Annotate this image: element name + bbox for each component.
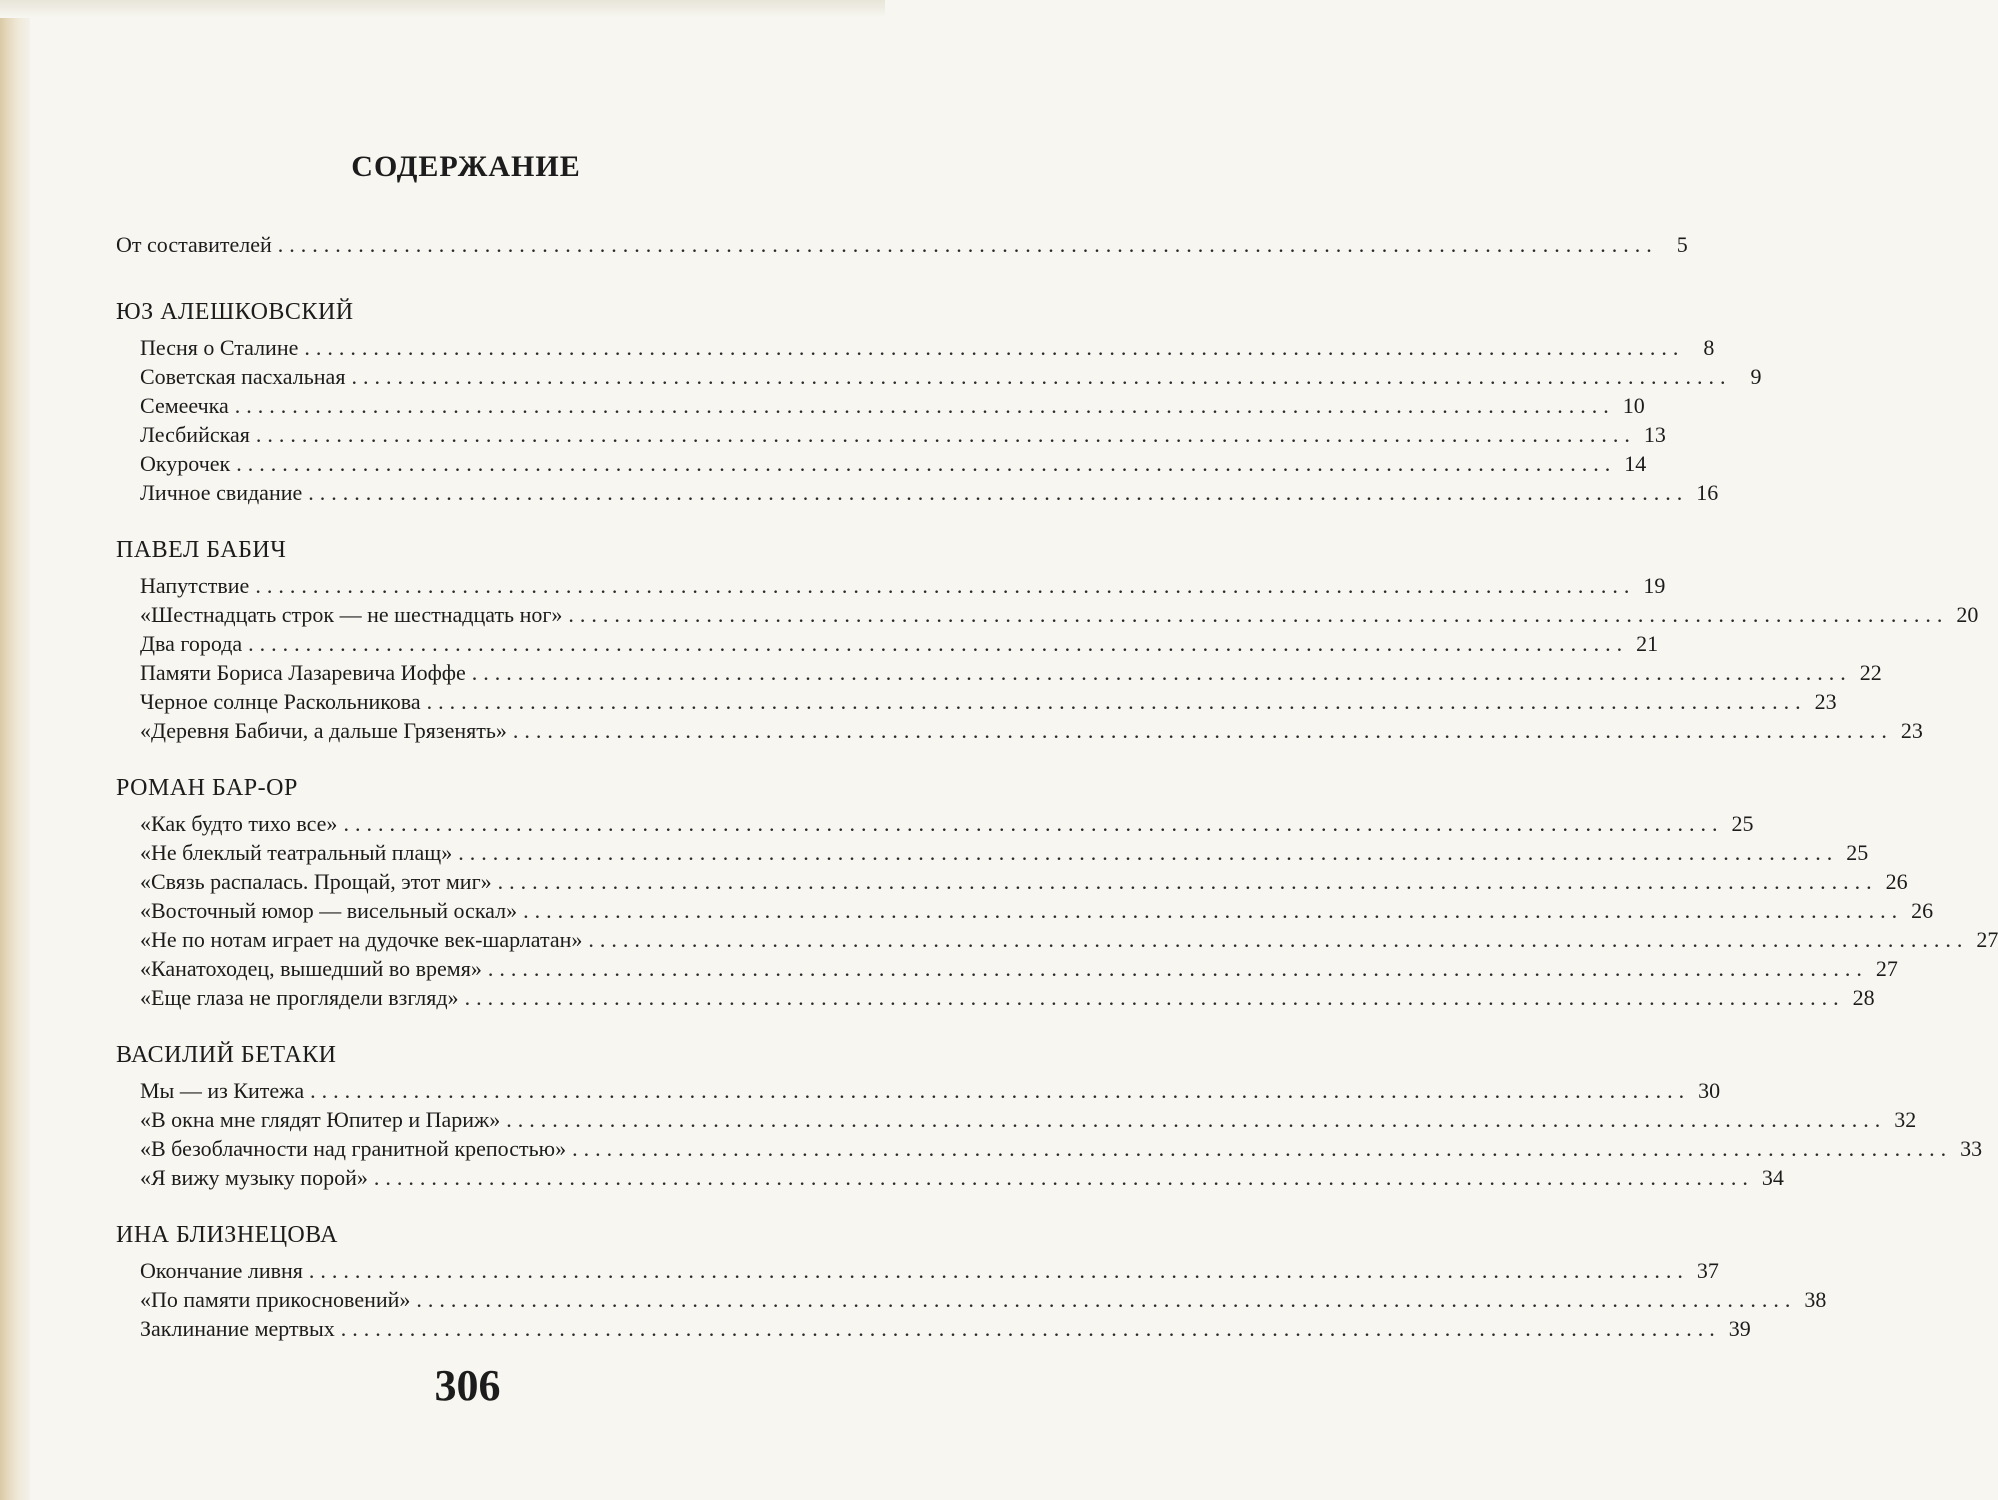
entry-page: 22: [1859, 660, 1882, 685]
author-heading: ПАВЕЛ БАБИЧ: [116, 537, 287, 563]
entry-page: 33: [1960, 1136, 1983, 1161]
toc-entry: [116, 1163, 1784, 1192]
toc-entry: [116, 896, 1934, 925]
entry-label: Напутствие: [140, 573, 250, 598]
entry-label: Окурочек: [140, 451, 231, 476]
entry-page: 28: [1852, 985, 1875, 1010]
page-title: СОДЕРЖАНИЕ: [351, 150, 581, 183]
dot-leader: ........................................................................................................................: [506, 1107, 1887, 1132]
entry-label: «По памяти прикосновений»: [140, 1287, 411, 1312]
toc-entry: [116, 600, 1979, 629]
dot-leader: ........................................................................................................................: [497, 869, 1878, 894]
entry-label: Семеечка: [140, 393, 229, 418]
entry-label: Два города: [140, 631, 243, 656]
toc-entry: [116, 333, 1715, 362]
dot-leader: ........................................................................................................................: [523, 898, 1904, 923]
page-top-shadow: [0, 0, 885, 18]
dot-leader: ........................................................................................................................: [464, 985, 1845, 1010]
entry-page: 26: [1911, 898, 1934, 923]
entry-label: «В безоблачности над гранитной крепостью»: [140, 1136, 567, 1161]
dot-leader: ........................................................................................................................: [426, 689, 1807, 714]
entry-label: «Я вижу музыку порой»: [140, 1165, 368, 1190]
dot-leader: ........................................................................................................................: [340, 1316, 1721, 1341]
entry-page: 19: [1643, 573, 1666, 598]
toc-entry: [116, 478, 1719, 507]
toc-entry: [116, 1076, 1721, 1105]
author-heading: РОМАН БАР-ОР: [116, 775, 298, 801]
entry-label: «Не блеклый театральный плащ»: [140, 840, 453, 865]
author-heading: ИНА БЛИЗНЕЦОВА: [116, 1222, 338, 1248]
toc-entry: [116, 1314, 1751, 1343]
dot-leader: ........................................................................................................................: [343, 811, 1724, 836]
entry-page: 13: [1643, 422, 1666, 447]
entry-page: 14: [1624, 451, 1647, 476]
entry-label: Черное солнце Раскольникова: [140, 689, 421, 714]
dot-leader: ........................................................................................................................: [277, 232, 1658, 257]
toc-entry: [116, 1134, 1983, 1163]
toc-entry: [116, 954, 1898, 983]
entry-page: 39: [1728, 1316, 1751, 1341]
dot-leader: ........................................................................................................................: [255, 573, 1636, 598]
toc-entry: [116, 716, 1923, 745]
entry-page: 30: [1698, 1078, 1721, 1103]
entry-label: От составителей: [116, 232, 272, 257]
toc-entry: [116, 420, 1666, 449]
toc-entry: [116, 629, 1659, 658]
entry-page: 34: [1761, 1165, 1784, 1190]
entry-page: 38: [1804, 1287, 1827, 1312]
entry-label: Личное свидание: [140, 480, 303, 505]
entry-page: 21: [1636, 631, 1659, 656]
dot-leader: ........................................................................................................................: [308, 480, 1689, 505]
toc-section: [116, 771, 1998, 1012]
sections: [116, 295, 1998, 1343]
page-edge: [0, 0, 30, 1500]
entry-label: «Еще глаза не проглядели взгляд»: [140, 985, 459, 1010]
entry-label: «Канатоходец, вышедший во время»: [140, 956, 482, 981]
entry-page: 23: [1900, 718, 1923, 743]
entry-label: «Деревня Бабичи, а дальше Грязенять»: [140, 718, 507, 743]
dot-leader: ........................................................................................................................: [351, 364, 1732, 389]
entry-page: 27: [1976, 927, 1998, 952]
toc-section: [116, 1038, 1983, 1192]
toc-entry: [116, 983, 1875, 1012]
author-heading: ВАСИЛИЙ БЕТАКИ: [116, 1042, 337, 1068]
entry-label: «В окна мне глядят Юпитер и Париж»: [140, 1107, 501, 1132]
author-heading: ЮЗ АЛЕШКОВСКИЙ: [116, 299, 354, 325]
entry-page: 5: [1676, 232, 1688, 257]
entry-label: Советская пасхальная: [140, 364, 346, 389]
dot-leader: ........................................................................................................................: [458, 840, 1839, 865]
dot-leader: ........................................................................................................................: [310, 1078, 1691, 1103]
dot-leader: ........................................................................................................................: [234, 393, 1615, 418]
dot-leader: ........................................................................................................................: [512, 718, 1893, 743]
page-number: 306: [434, 1361, 501, 1410]
toc-entry: [116, 838, 1869, 867]
dot-leader: ........................................................................................................................: [487, 956, 1868, 981]
dot-leader: ........................................................................................................................: [471, 660, 1852, 685]
entry-page: 8: [1703, 335, 1715, 360]
entry-page: 23: [1814, 689, 1837, 714]
entry-label: «Не по нотам играет на дудочке век-шарлатан»: [140, 927, 583, 952]
entry-label: «Связь распалась. Прощай, этот миг»: [140, 869, 492, 894]
dot-leader: ........................................................................................................................: [572, 1136, 1953, 1161]
entry-page: 20: [1956, 602, 1979, 627]
entry-page: 10: [1622, 393, 1645, 418]
table-of-contents: [116, 150, 1998, 1369]
entry-label: «Как будто тихо все»: [140, 811, 338, 836]
entry-page: 27: [1875, 956, 1898, 981]
toc-entry: [116, 449, 1647, 478]
dot-leader: ........................................................................................................................: [373, 1165, 1754, 1190]
dot-leader: ........................................................................................................................: [308, 1258, 1689, 1283]
toc-entry: [116, 1105, 1917, 1134]
toc-entry: [116, 1285, 1827, 1314]
entry-page: 25: [1731, 811, 1754, 836]
toc-entry: [116, 925, 1998, 954]
dot-leader: ........................................................................................................................: [588, 927, 1969, 952]
entry-label: Мы — из Китежа: [140, 1078, 305, 1103]
toc-entry: [116, 809, 1754, 838]
entry-label: «Шестнадцать строк — не шестнадцать ног»: [140, 602, 563, 627]
entry-label: Памяти Бориса Лазаревича Иоффе: [140, 660, 466, 685]
toc-entry-intro: [116, 230, 1688, 259]
entry-page: 25: [1846, 840, 1869, 865]
toc-entry: [116, 362, 1762, 391]
toc-entry: [116, 391, 1645, 420]
entry-label: Окончание ливня: [140, 1258, 303, 1283]
entry-page: 9: [1750, 364, 1762, 389]
toc-entry: [116, 687, 1837, 716]
dot-leader: ........................................................................................................................: [255, 422, 1636, 447]
toc-entry: [116, 658, 1882, 687]
entry-page: 32: [1894, 1107, 1917, 1132]
toc-section: [116, 533, 1979, 745]
dot-leader: ........................................................................................................................: [304, 335, 1685, 360]
entry-label: Песня о Сталине: [140, 335, 299, 360]
dot-leader: ........................................................................................................................: [568, 602, 1949, 627]
entry-page: 37: [1696, 1258, 1719, 1283]
toc-section: [116, 1218, 1827, 1343]
dot-leader: ........................................................................................................................: [236, 451, 1617, 476]
toc-section: [116, 295, 1762, 507]
toc-entry: [116, 571, 1666, 600]
toc-entry: [116, 1256, 1719, 1285]
entry-label: Лесбийская: [140, 422, 250, 447]
entry-label: «Восточный юмор — висельный оскал»: [140, 898, 518, 923]
entry-page: 16: [1696, 480, 1719, 505]
entry-page: 26: [1885, 869, 1908, 894]
toc-entry: [116, 867, 1908, 896]
dot-leader: ........................................................................................................................: [248, 631, 1629, 656]
dot-leader: ........................................................................................................................: [416, 1287, 1797, 1312]
entry-label: Заклинание мертвых: [140, 1316, 335, 1341]
